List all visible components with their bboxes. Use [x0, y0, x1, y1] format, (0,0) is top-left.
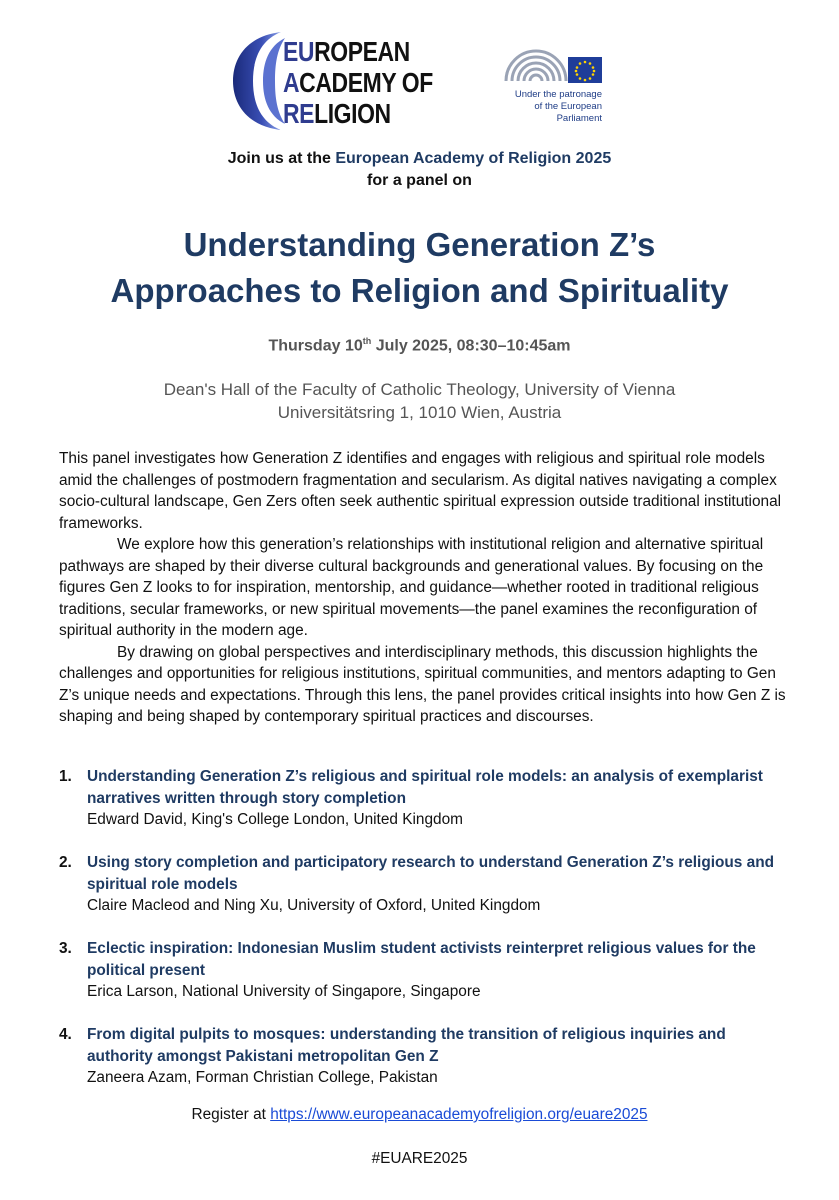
register-link[interactable]: https://www.europeanacademyofreligion.org/euare2025 — [270, 1106, 648, 1123]
paper-item — [59, 1024, 791, 1110]
paper-number: 4. — [59, 1026, 72, 1043]
paper-author: Claire Macleod and Ning Xu, University of Oxford, United Kingdom — [87, 897, 541, 914]
paper-number: 3. — [59, 940, 72, 957]
paper-author: Erica Larson, National University of Singapore, Singapore — [87, 983, 481, 1000]
euare-logo — [233, 32, 443, 130]
paper-number: 2. — [59, 854, 72, 871]
paper-title: Using story completion and participatory research to understand Generation Z’s religious and spiritual role models — [87, 854, 775, 893]
paper-list — [59, 766, 791, 1110]
header — [0, 0, 839, 140]
register-line: Register at https://www.europeanacademyofreligion.org/euare2025 — [191, 1106, 648, 1123]
hashtag: #EUARE2025 — [371, 1150, 468, 1167]
abstract-paragraph: We explore how this generation’s relationships with institutional religion and alternative spiritual pathways are shaped by their diverse cultural backgrounds and generational values. By focusing on the figures Gen Z looks to for inspiration, mentorship, and guidance—whether rooted in traditional religious traditions, secular frameworks, or new spiritual movements—the panel examines the reconfiguration of spiritual authority in the modern age. — [59, 536, 764, 639]
paper-title: From digital pulpits to mosques: understanding the transition of religious inquiries and authority amongst Pakistani metropolitan Gen Z — [87, 1026, 726, 1065]
intro — [0, 148, 839, 192]
paper-title: Eclectic inspiration: Indonesian Muslim student activists reinterpret religious values for the political present — [87, 940, 756, 979]
event-date: Thursday 10th July 2025, 08:30–10:45am — [268, 336, 571, 355]
paper-author: Zaneera Azam, Forman Christian College, Pakistan — [87, 1069, 438, 1086]
intro-line-1: Join us at the European Academy of Religion 2025 — [227, 150, 612, 167]
logo-line-1: EUROPEAN — [283, 36, 410, 67]
abstract-paragraph: This panel investigates how Generation Z identifies and engages with religious and spiritual role models amid the challenges of postmodern fragmentation and secularism. As digital natives navigating a complex socio-cultural landscape, Gen Zers often seek authentic spiritual expression outside traditional institutional frameworks. — [59, 450, 782, 532]
paper-number: 1. — [59, 768, 72, 785]
logo-line-2: ACADEMY OF — [283, 67, 433, 98]
logo-wordmark — [283, 36, 433, 129]
abstract — [59, 448, 791, 728]
intro-line-2: for a panel on — [367, 172, 472, 189]
paper-title: Understanding Generation Z’s religious and spiritual role models: an analysis of exemplarist narratives written through story completion — [87, 768, 763, 807]
logo-line-3: RELIGION — [283, 98, 391, 129]
event-venue: Dean's Hall of the Faculty of Catholic Theology, University of Vienna Universitätsring 1, 1010 Wien, Austria — [163, 380, 676, 422]
panel-title: Understanding Generation Z’s Approaches to Religion and Spirituality — [110, 226, 729, 309]
parliament-patronage — [494, 47, 604, 124]
paper-item — [59, 766, 791, 852]
european-parliament-icon — [494, 47, 604, 87]
paper-item — [59, 852, 791, 938]
paper-item — [59, 938, 791, 1024]
patronage-text: Under the patronage of the European Parliament — [514, 89, 602, 124]
abstract-paragraph: By drawing on global perspectives and interdisciplinary methods, this discussion highlights the challenges and opportunities for religious institutions, spiritual communities, and mentors adapting to Gen Z’s unique needs and expectations. Through this lens, the panel provides critical insights into how Gen Z is shaping and being shaped by contemporary spiritual practices and discourses. — [59, 643, 786, 725]
paper-author: Edward David, King's College London, United Kingdom — [87, 811, 463, 828]
logo-arc-icon — [233, 32, 289, 130]
